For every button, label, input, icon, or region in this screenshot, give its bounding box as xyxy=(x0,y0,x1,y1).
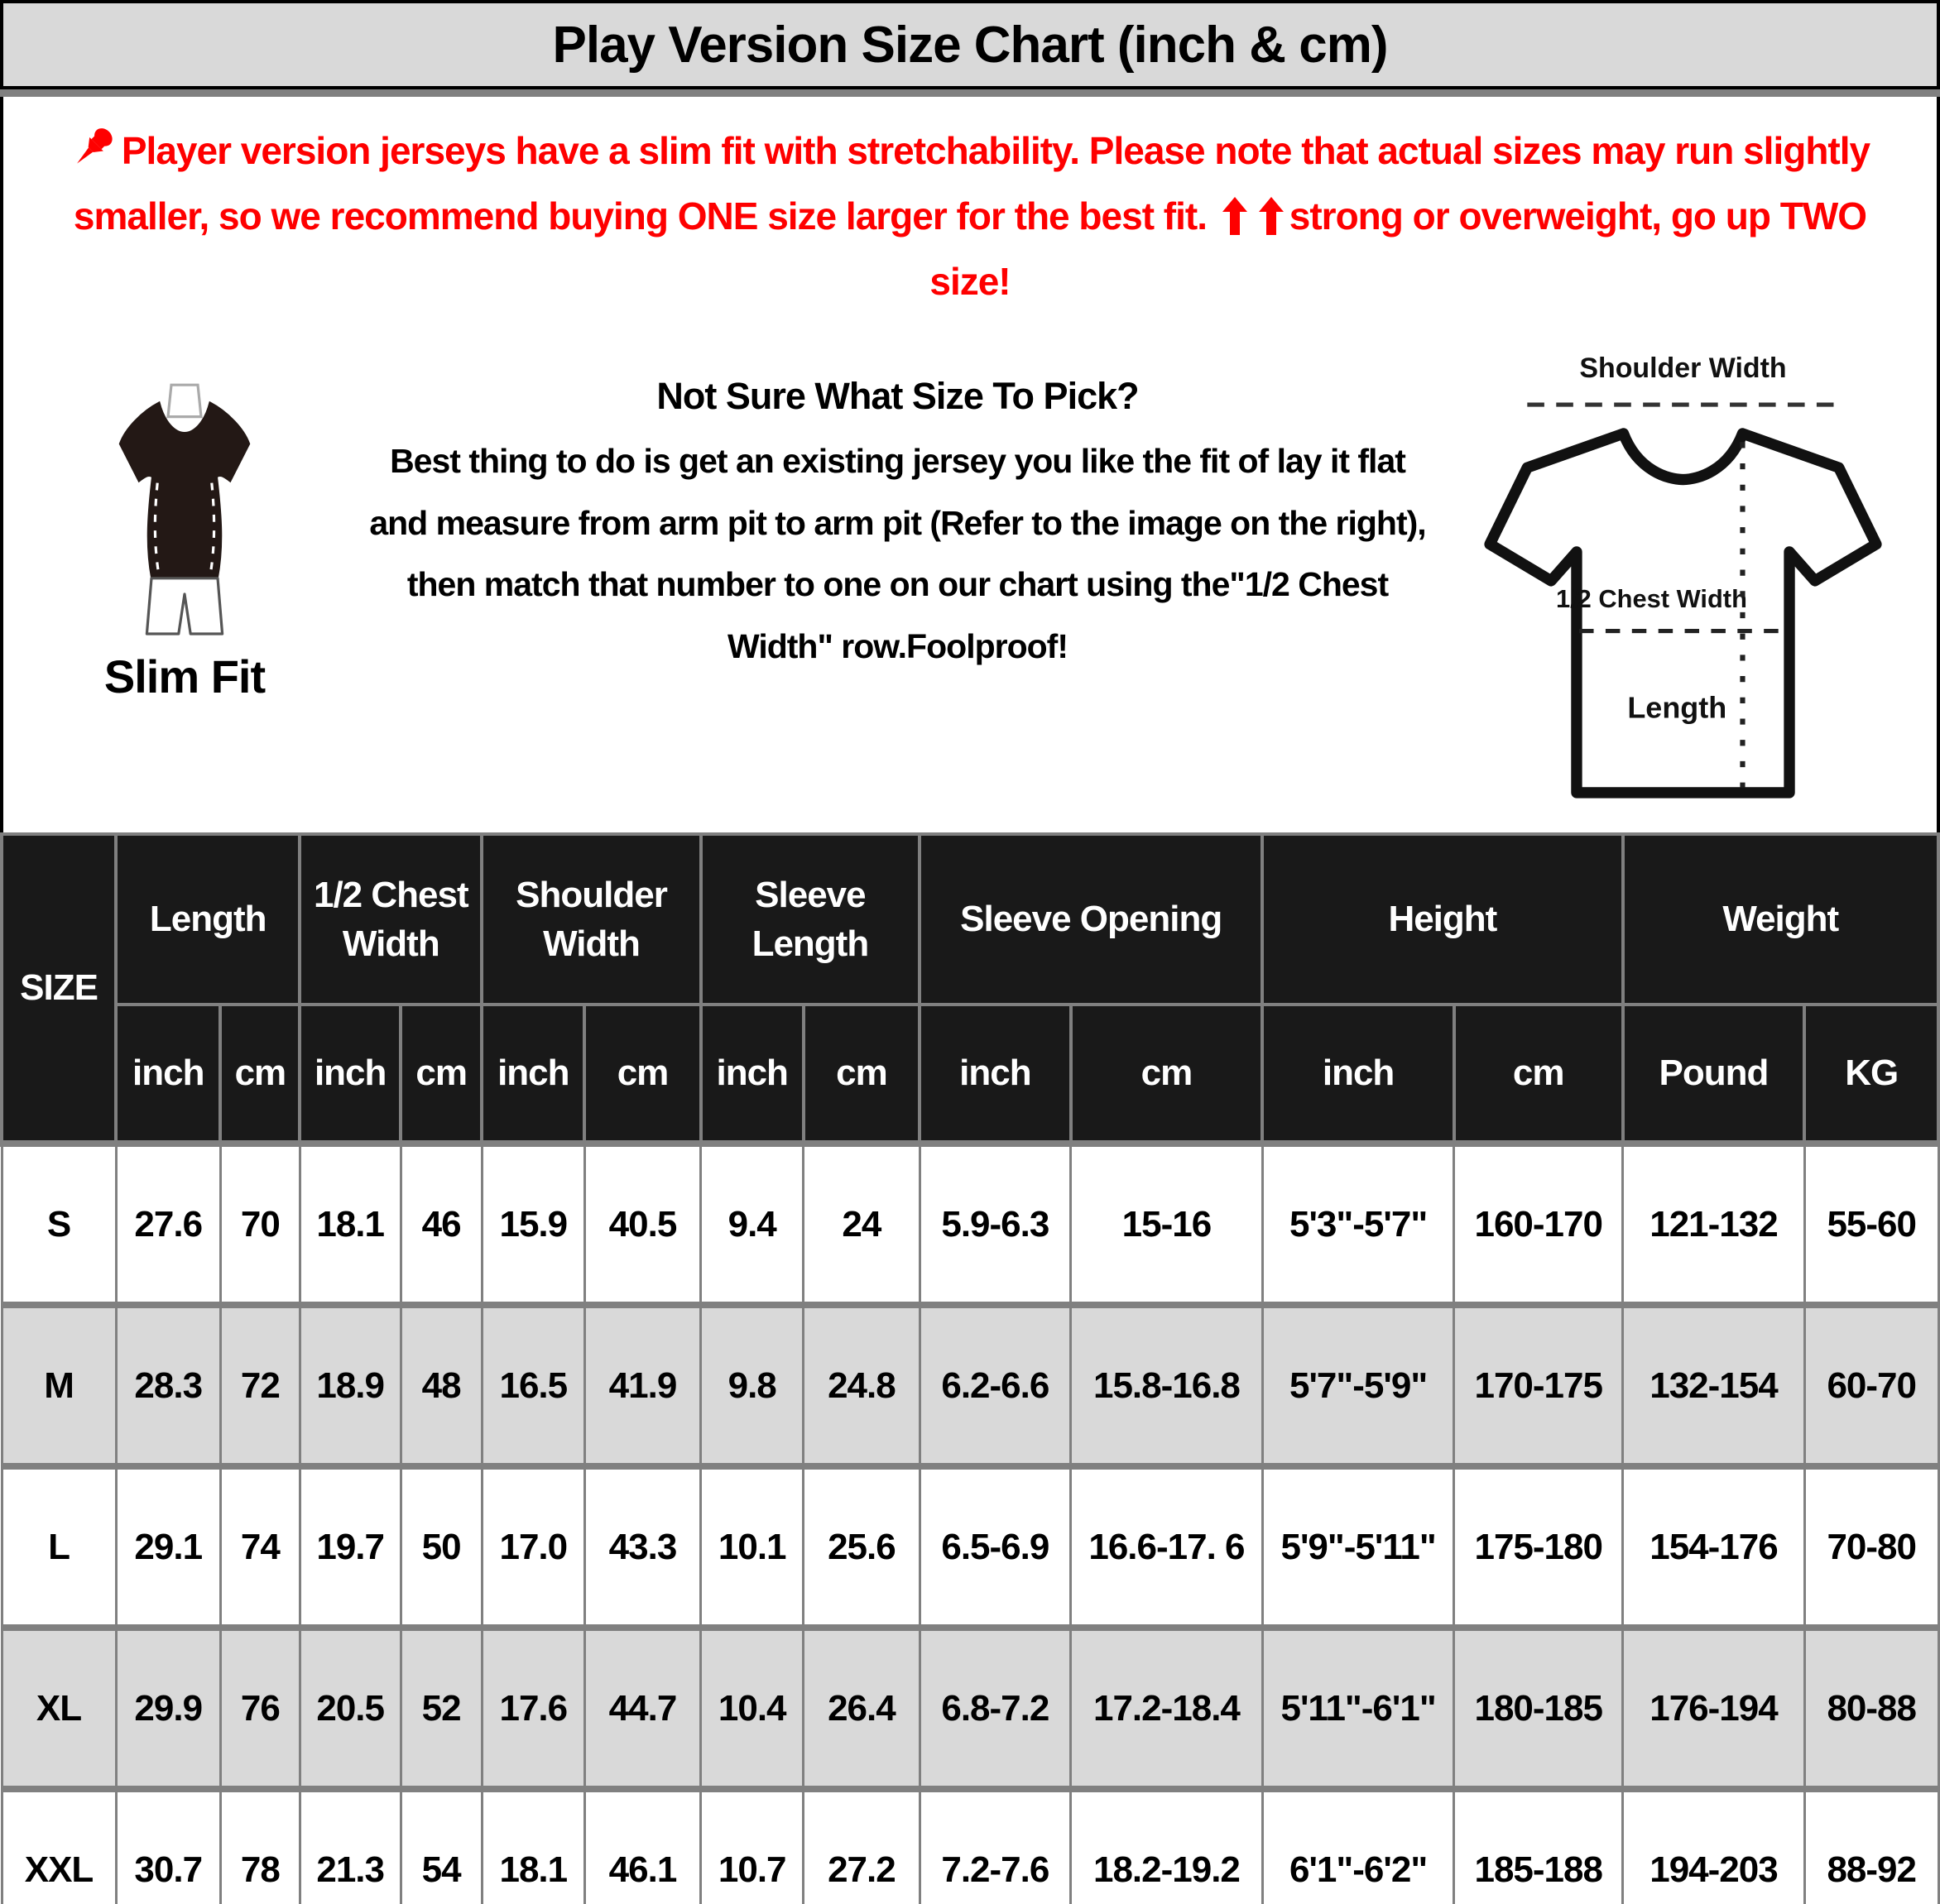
measurement-value: 5'9"-5'11" xyxy=(1262,1466,1454,1628)
page-title: Play Version Size Chart (inch & cm) xyxy=(552,16,1388,74)
measurement-value: 24.8 xyxy=(804,1305,920,1466)
column-unit-kg: KG xyxy=(1804,1005,1938,1144)
measurement-value: 18.1 xyxy=(300,1144,401,1305)
size-label: XL xyxy=(2,1628,116,1789)
column-header-size: SIZE xyxy=(2,834,116,1144)
measurement-value: 72 xyxy=(220,1305,300,1466)
measurement-value: 160-170 xyxy=(1454,1144,1623,1305)
chest-width-label: 1/2 Chest Width xyxy=(1555,584,1747,614)
measurement-value: 18.2-19.2 xyxy=(1071,1789,1263,1904)
measurement-value: 6.8-7.2 xyxy=(920,1628,1071,1789)
table-row-l xyxy=(2,1466,1938,1628)
measurement-value: 9.4 xyxy=(701,1144,804,1305)
measurement-value: 176-194 xyxy=(1623,1628,1805,1789)
column-unit-cm: cm xyxy=(401,1005,482,1144)
column-group-sleeve-length: Sleeve Length xyxy=(701,834,920,1005)
shoulder-width-label: Shoulder Width xyxy=(1579,353,1787,385)
measurement-value: 175-180 xyxy=(1454,1466,1623,1628)
measurement-value: 30.7 xyxy=(116,1789,220,1904)
measurement-value: 5'11"-6'1" xyxy=(1262,1628,1454,1789)
column-unit-inch: inch xyxy=(482,1005,584,1144)
measurement-value: 16.6-17. 6 xyxy=(1071,1466,1263,1628)
measurement-value: 50 xyxy=(401,1466,482,1628)
measurement-value: 15.9 xyxy=(482,1144,584,1305)
measurement-value: 180-185 xyxy=(1454,1628,1623,1789)
measurement-value: 27.6 xyxy=(116,1144,220,1305)
column-unit-inch: inch xyxy=(1262,1005,1454,1144)
tshirt-diagram-icon xyxy=(1457,336,1909,832)
size-label: XXL xyxy=(2,1789,116,1904)
measurement-value: 15.8-16.8 xyxy=(1071,1305,1263,1466)
column-group-shoulder-width: Shoulder Width xyxy=(482,834,700,1005)
table-row-s xyxy=(2,1144,1938,1305)
column-group-1-2-chest-width: 1/2 Chest Width xyxy=(300,834,482,1005)
column-unit-cm: cm xyxy=(1071,1005,1263,1144)
slim-fit-label: Slim Fit xyxy=(103,650,266,703)
column-unit-cm: cm xyxy=(804,1005,920,1144)
column-group-height: Height xyxy=(1262,834,1622,1005)
measurement-value: 46.1 xyxy=(584,1789,700,1904)
column-unit-pound: Pound xyxy=(1623,1005,1805,1144)
measurement-value: 25.6 xyxy=(804,1466,920,1628)
measurement-value: 44.7 xyxy=(584,1628,700,1789)
help-heading: Not Sure What Size To Pick? xyxy=(656,375,1139,418)
measurement-value: 7.2-7.6 xyxy=(920,1789,1071,1904)
measurement-value: 154-176 xyxy=(1623,1466,1805,1628)
measurement-value: 17.6 xyxy=(482,1628,584,1789)
column-unit-cm: cm xyxy=(584,1005,700,1144)
measurement-value: 26.4 xyxy=(804,1628,920,1789)
measurement-value: 54 xyxy=(401,1789,482,1904)
measurement-value: 78 xyxy=(220,1789,300,1904)
measurement-value: 74 xyxy=(220,1466,300,1628)
measurement-value: 10.7 xyxy=(701,1789,804,1904)
measurement-value: 170-175 xyxy=(1454,1305,1623,1466)
header-group-row xyxy=(2,834,1938,1005)
measurement-value: 28.3 xyxy=(116,1305,220,1466)
measurement-value: 9.8 xyxy=(701,1305,804,1466)
measurement-value: 15-16 xyxy=(1071,1144,1263,1305)
measurement-value: 29.9 xyxy=(116,1628,220,1789)
measurement-value: 70 xyxy=(220,1144,300,1305)
measurement-value: 16.5 xyxy=(482,1305,584,1466)
measurement-value: 194-203 xyxy=(1623,1789,1805,1904)
divider xyxy=(0,89,1940,97)
up-arrow-icon xyxy=(1222,196,1247,236)
warning-part2: strong or overweight, go up TWO size! xyxy=(929,194,1867,304)
table-header xyxy=(2,834,1938,1144)
size-label: S xyxy=(2,1144,116,1305)
measurement-value: 18.9 xyxy=(300,1305,401,1466)
size-label: L xyxy=(2,1466,116,1628)
fit-warning-text xyxy=(31,118,1909,314)
measurement-value: 19.7 xyxy=(300,1466,401,1628)
measurement-value: 24 xyxy=(804,1144,920,1305)
measurement-value: 17.2-18.4 xyxy=(1071,1628,1263,1789)
measurement-value: 10.1 xyxy=(701,1466,804,1628)
column-unit-inch: inch xyxy=(920,1005,1071,1144)
column-group-length: Length xyxy=(116,834,300,1005)
measurement-value: 43.3 xyxy=(584,1466,700,1628)
column-unit-cm: cm xyxy=(220,1005,300,1144)
measurement-value: 27.2 xyxy=(804,1789,920,1904)
slim-fit-icon xyxy=(73,376,296,640)
column-unit-inch: inch xyxy=(300,1005,401,1144)
size-help-text xyxy=(338,333,1457,832)
column-group-sleeve-opening: Sleeve Opening xyxy=(920,834,1262,1005)
table-row-xl xyxy=(2,1628,1938,1789)
table-row-xxl xyxy=(2,1789,1938,1904)
measurement-value: 60-70 xyxy=(1804,1305,1938,1466)
measurement-value: 41.9 xyxy=(584,1305,700,1466)
measurement-value: 20.5 xyxy=(300,1628,401,1789)
column-unit-inch: inch xyxy=(701,1005,804,1144)
size-table xyxy=(0,832,1940,1904)
table-row-m xyxy=(2,1305,1938,1466)
measurement-diagram xyxy=(1457,333,1909,832)
column-unit-inch: inch xyxy=(116,1005,220,1144)
length-label: Length xyxy=(1627,690,1727,725)
measurement-value: 40.5 xyxy=(584,1144,700,1305)
measurement-value: 132-154 xyxy=(1623,1305,1805,1466)
warning-part1: Player version jerseys have a slim fit with stretchability. Please note that actual sizes may run slightly smaller, so we recommend buying ONE size larger for the best fit. xyxy=(73,129,1870,238)
measurement-value: 52 xyxy=(401,1628,482,1789)
content-area xyxy=(0,97,1940,832)
measurement-value: 55-60 xyxy=(1804,1144,1938,1305)
title-band xyxy=(0,0,1940,89)
measurement-value: 6.2-6.6 xyxy=(920,1305,1071,1466)
measurement-value: 21.3 xyxy=(300,1789,401,1904)
measurement-value: 185-188 xyxy=(1454,1789,1623,1904)
measurement-value: 76 xyxy=(220,1628,300,1789)
header-unit-row xyxy=(2,1005,1938,1144)
pushpin-icon xyxy=(70,124,120,174)
measurement-value: 121-132 xyxy=(1623,1144,1805,1305)
help-body: Best thing to do is get an existing jersey you like the fit of lay it flat and measure from arm pit to arm pit (Refer to the image on the right), then match that number to one on our chart using the"1/2 Chest Width" row.Foolproof! xyxy=(369,442,1426,666)
measurement-value: 70-80 xyxy=(1804,1466,1938,1628)
measurement-value: 5'7"-5'9" xyxy=(1262,1305,1454,1466)
measurement-value: 48 xyxy=(401,1305,482,1466)
middle-section xyxy=(31,333,1909,832)
column-unit-cm: cm xyxy=(1454,1005,1623,1144)
measurement-value: 80-88 xyxy=(1804,1628,1938,1789)
measurement-value: 6'1"-6'2" xyxy=(1262,1789,1454,1904)
size-label: M xyxy=(2,1305,116,1466)
up-arrow-icon xyxy=(1259,196,1284,236)
measurement-value: 5.9-6.3 xyxy=(920,1144,1071,1305)
measurement-value: 46 xyxy=(401,1144,482,1305)
slim-fit-figure xyxy=(31,333,338,832)
table-body xyxy=(2,1144,1938,1904)
measurement-value: 5'3"-5'7" xyxy=(1262,1144,1454,1305)
measurement-value: 17.0 xyxy=(482,1466,584,1628)
measurement-value: 10.4 xyxy=(701,1628,804,1789)
measurement-value: 88-92 xyxy=(1804,1789,1938,1904)
column-group-weight: Weight xyxy=(1623,834,1939,1005)
measurement-value: 29.1 xyxy=(116,1466,220,1628)
measurement-value: 18.1 xyxy=(482,1789,584,1904)
measurement-value: 6.5-6.9 xyxy=(920,1466,1071,1628)
